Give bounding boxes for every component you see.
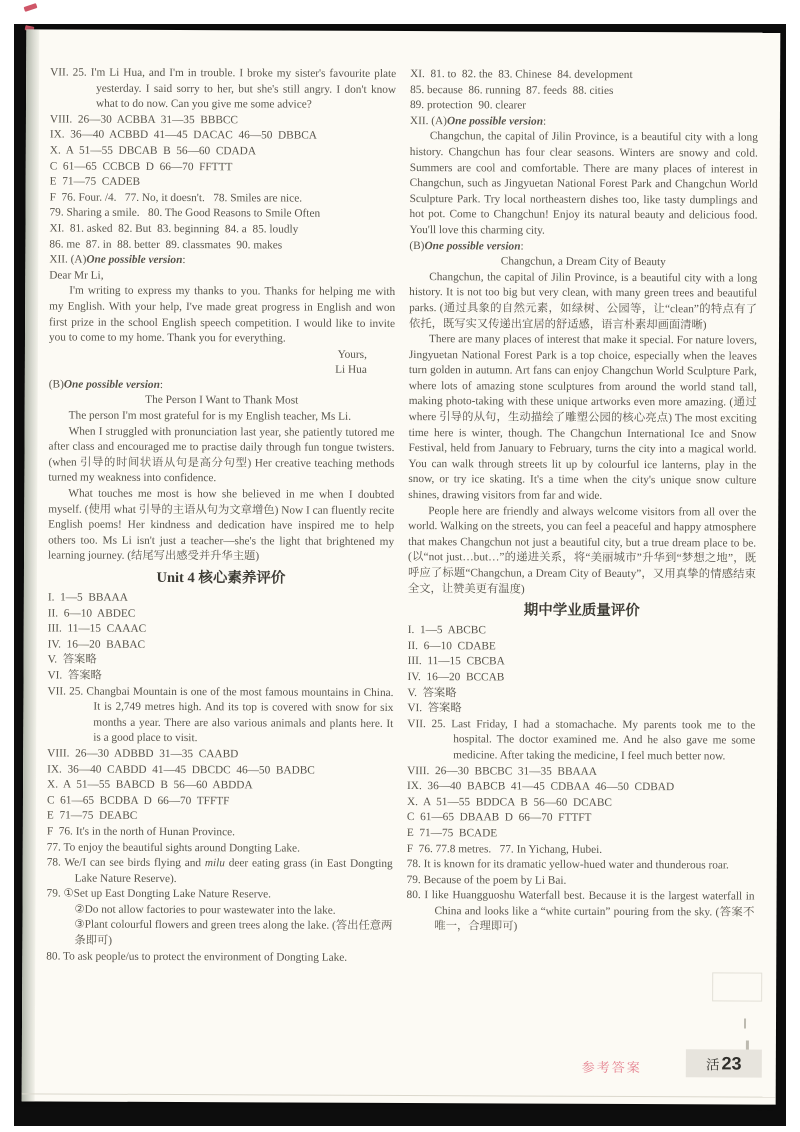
answer-line: II. 6—10 ABDEC — [47, 607, 136, 620]
section-header: Unit 4 核心素养评价 — [156, 569, 286, 587]
answer-line: X. A 51—55 DBCAB B 56—60 CDADA — [49, 144, 257, 158]
answer-line: VII. 25. I'm Li Hua, and I'm in trouble. I broke my sister's favourite plate yesterday. I said sorry to her, but she's still angry. I don't know what to do now. Can you give me some advice? — [50, 66, 400, 111]
answer-text: deer eating grass (in East Dongting Lake Nature Reserve). — [74, 857, 396, 885]
answer-line — [49, 377, 395, 394]
answer-line: C 61—65 BCDBA D 66—70 TFFTF — [46, 794, 230, 807]
answer-line: IX. 36—40 BABCB 41—45 CDBAA 46—50 CDBAD — [407, 780, 675, 794]
answer-line: I'm writing to express my thanks to you. Thanks for helping me with my English. With your help, I've made great progress in English and won first prize in the school English speech competition. I would like to invite you to come to my home. Thank you for everything. — [48, 284, 399, 345]
answer-text: : — [159, 378, 164, 391]
answer-line: VI. 答案略 — [47, 669, 102, 682]
answer-line: 79. Because of the poem by Li Bai. — [406, 873, 567, 887]
answer-line: When I struggled with pronunciation last year, she patiently tutored me after class and encouraged me to practise daily through fun tongue twisters. (when 引导的时间状语从句是高分句型) Her creative teaching methods turned my weakness into confidence. — [48, 425, 398, 485]
answer-line: III. 11—15 CBCBA — [407, 655, 505, 668]
answer-line: IX. 36—40 ACBBD 41—45 DACAC 46—50 DBBCA — [49, 128, 317, 143]
answer-line: The person I'm most grateful for is my English teacher, Ms Li. — [68, 409, 352, 423]
answer-line: Changchun, the capital of Jilin Province, is a beautiful city with a long history. Changchun has four clear seasons. Winters are snowy and cold. Summers are cool and comfortable. There are many places of interest in Changchun, such as Jingyuetan National Forest Park and Changchun World Sculpture Park. Try local northeastern dishes too, like tasty dumplings and hot pot. Come to Changchun! Enjoy its natural beauty and delicious food. You'll love this charming city. — [409, 130, 761, 237]
answer-line: F 76. 77.8 metres. 77. In Yichang, Hubei. — [406, 842, 603, 856]
answer-line: Changchun, a Dream City of Beauty — [500, 255, 666, 269]
page-tab-number: 23 — [721, 1052, 742, 1073]
answer-line: E 71—75 BCADE — [406, 826, 498, 840]
answer-line: C 61—65 CCBCB D 66—70 FFTTT — [49, 160, 233, 173]
answers-column-left — [46, 65, 400, 966]
emphasized-text: milu — [204, 857, 225, 870]
answer-line: 89. protection 90. clearer — [409, 99, 527, 112]
answer-line: E 71—75 DEABC — [46, 809, 138, 823]
answer-line: VI. 答案略 — [407, 702, 462, 715]
footer-label: 参考答案 — [581, 1059, 642, 1076]
answer-line: Changchun, the capital of Jilin Province, is a beautiful city with a long history. It is not too big but very clean, with many green trees and beautiful parks. (通过具象的自然元素，如绿树、公园等，让“clean”的特点有了依托，既写实又传递出宜居的舒适感，语言朴素却画面清晰) — [409, 270, 761, 331]
answer-line: X. A 51—55 BABCD B 56—60 ABDDA — [47, 778, 253, 792]
answer-line: I. 1—5 ABCBC — [407, 624, 486, 637]
answer-line: XI. 81. asked 82. But 83. beginning 84. a 85. loudly — [49, 222, 299, 236]
answer-line: XI. 81. to 82. the 83. Chinese 84. development — [410, 68, 633, 82]
answer-line — [410, 114, 758, 131]
page-bottom-edge — [22, 1093, 776, 1097]
answer-line: What touches me most is how she believed in me when I doubted myself. (使用 what 引导的主语从句为文章增色) Now I can fluently recite English poems! Her kindness and dedication have inspired me to help others too. Ms Li isn't just a teacher—she's the light that brightened my learning journey. (结尾写出感受并升华主题) — [48, 487, 398, 563]
emphasized-text: One possible version — [86, 253, 183, 267]
answer-line: VII. 25. Changbai Mountain is one of the most famous mountains in China. It is 2,749 metres high. And its top is covered with snow for six months a year. There are also various animals and plants here. It is a good place to visit. — [47, 685, 397, 745]
answer-line: People here are friendly and always welcome visitors from all over the world. Walking on the streets, you can feel a peaceful and happy atmosphere that makes Changchun not just a beautiful city, but a true dream place to be. (以“not just…but…”的递进关系，将“美丽城市”升华到“梦想之地”，既呼应了标题“Changchun, a Dream City of Beauty”，又用真挚的情感结束全文，让赞美更有温度) — [407, 504, 760, 596]
answer-text: 78. We/I can see birds flying and — [46, 856, 205, 870]
answer-text: (B) — [409, 239, 425, 252]
answer-line: F 76. It's in the north of Hunan Province. — [46, 825, 235, 839]
answer-line: VIII. 26—30 ADBBD 31—35 CAABD — [47, 747, 239, 761]
emphasized-text: One possible version — [63, 378, 160, 391]
answer-line: 79. Sharing a smile. 80. The Good Reasons to Smile Often — [49, 206, 321, 220]
answer-line: 78. It is known for its dramatic yellow-hued water and thunderous roar. — [406, 858, 729, 872]
answer-line: 80. I like Huangguoshu Waterfall best. Because it is the largest waterfall in China and looks like a “white curtain” pouring from the sky. (答案不唯一，合理即可) — [406, 889, 758, 933]
answer-line: IV. 16—20 BABAC — [47, 638, 146, 651]
answer-line: Yours, — [337, 348, 367, 361]
page-number-tab — [686, 1049, 762, 1077]
answer-line: V. 答案略 — [47, 653, 97, 667]
answer-line: VIII. 26—30 BBCBC 31—35 BBAAA — [407, 764, 598, 778]
answer-line — [49, 253, 395, 270]
answer-line: I. 1—5 BBAAA — [47, 591, 128, 604]
answer-line: 86. me 87. in 88. better 89. classmates 90. makes — [49, 237, 283, 252]
pencil-mark — [744, 1019, 746, 1029]
answer-text: XII. (A) — [409, 114, 447, 127]
emphasized-text: One possible version — [446, 114, 544, 128]
section-header: 期中学业质量评价 — [523, 602, 640, 620]
answer-line: There are many places of interest that make it special. For nature lovers, Jingyuetan National Forest Park is a top choice, especially when the leaves turn golden in autumn. Art fans can enjoy Changchun World Sculpture Park, where lots of amazing stone sculptures from around the world stand tall, making photo-taking with these unique artworks even more amazing. (通过 where 引导的从句，生动描绘了雕塑公园的核心亮点) The most exciting time here is winter, though. The Changchun International Ice and Snow Festival, held from January to February, turns the city into a magical world. You can walk through streets lit up by colourful ice lanterns, play in the snow, or try ice skating. It's a time when the city's unique snow culture shines, drawing visitors from far and wide. — [408, 333, 760, 502]
answer-text: : — [182, 254, 186, 267]
answer-text: : — [520, 240, 524, 253]
answer-line: C 61—65 DBAAB D 66—70 FTTFT — [406, 811, 592, 825]
answer-text: (B) — [48, 378, 64, 391]
answers-column-right — [406, 67, 761, 937]
answer-line — [46, 856, 396, 889]
answer-line: 77. To enjoy the beautiful sights around Dongting Lake. — [46, 840, 300, 855]
answer-line: VII. 25. Last Friday, I had a stomachache. My parents took me to the hospital. The doctor examined me. And he also gave me some medicine. After taking the medicine, I feel much better now. — [407, 717, 759, 763]
red-pen-mark — [24, 3, 38, 12]
answer-line: F 76. Four. /4. 77. No, it doesn't. 78. Smiles are nice. — [49, 191, 303, 205]
answer-line: 85. because 86. running 87. feeds 88. cities — [410, 83, 614, 97]
answer-line: 79. ①Set up East Dongting Lake Nature Reserve. ②Do not allow factories to pour wastewater into the lake. ③Plant colourful flowers and green trees along the lake. (答出任意两条即可) — [46, 887, 393, 947]
emphasized-text: One possible version — [424, 239, 521, 253]
workbook-answer-page — [22, 29, 781, 1104]
answer-text: : — [542, 115, 547, 128]
answer-line: III. 11—15 CAAAC — [47, 622, 147, 636]
answer-line: 80. To ask people/us to protect the environment of Dongting Lake. — [46, 950, 348, 964]
answer-line: X. A 51—55 BDDCA B 56—60 DCABC — [406, 795, 612, 809]
answer-line: Dear Mr Li, — [49, 269, 104, 282]
answer-line: IV. 16—20 BCCAB — [407, 670, 505, 684]
page-tab-prefix: 活 — [706, 1057, 720, 1073]
stamp-artifact — [712, 972, 762, 1001]
answer-line: Li Hua — [335, 363, 367, 377]
answer-line: E 71—75 CADEB — [49, 175, 141, 189]
answer-line — [409, 239, 757, 256]
answer-line: The Person I Want to Thank Most — [145, 394, 299, 408]
answer-line: IX. 36—40 CABDD 41—45 DBCDC 46—50 BADBC — [47, 762, 315, 777]
answer-text: XII. (A) — [49, 253, 87, 266]
answer-line: VIII. 26—30 ACBBA 31—35 BBBCC — [49, 113, 238, 127]
answer-line: II. 6—10 CDABE — [407, 639, 496, 653]
answer-line: V. 答案略 — [407, 686, 457, 699]
